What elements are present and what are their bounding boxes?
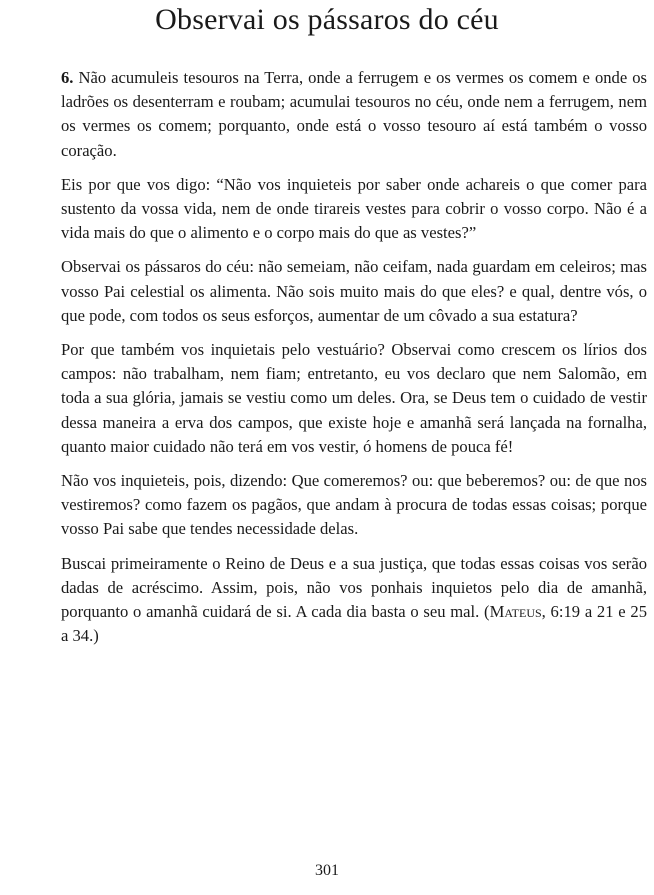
citation-reference: , 6:19 a 21 e 25 a 34.) — [61, 602, 647, 646]
paragraph-text: Buscai primeiramente o Reino de Deus e a sua justiça, que todas essas coisas vos serão dadas de acréscimo. Assim, pois, não vos ponhais inquietos pelo dia de amanhã, porquanto o amanhã cuidará de si. A cada dia basta o seu mal. ( — [61, 553, 647, 622]
paragraph-4: Por que também vos inquietais pelo vestuário? Observai como crescem os lírios dos campos: não trabalham, nem fiam; entretanto, eu vos declaro que nem Salomão, em toda a sua glória, jamais se vestiu como um deles. Ora, se Deus tem o cuidado de vestir dessa maneira a erva dos campos, que existe hoje e amanhã será lançada na fornalha, quanto maior cuidado não terá em vos vestir, ó homens de pouca fé! — [61, 340, 647, 456]
body-text — [61, 66, 647, 658]
paragraph-text: Não acumuleis tesouros na Terra, onde a ferrugem e os vermes os comem e onde os ladrões os desenterram e roubam; acumulai tesouros no céu, onde nem a ferrugem, nem os vermes os comem; porquanto, onde está o vosso tesouro aí está também o vosso coração. — [61, 68, 647, 160]
paragraph-6 — [61, 552, 647, 649]
paragraph-3: Observai os pássaros do céu: não semeiam, não ceifam, nada guardam em celeiros; mas vosso Pai celestial os alimenta. Não sois muito mais do que eles? e qual, dentre vós, o que pode, com todos os seus esforços, aumentar de um côvado a sua estatura? — [61, 257, 647, 325]
paragraph-1 — [61, 66, 647, 163]
paragraph-2: Eis por que vos digo: “Não vos inquieteis por saber onde achareis o que comer para sustento da vossa vida, nem de onde tirareis vestes para cobrir o vosso corpo. Não é a vida mais do que o alimento e o corpo mais do que as vestes?” — [61, 174, 647, 243]
page-number: 301 — [315, 862, 339, 879]
page-title: Observai os pássaros do céu — [155, 3, 499, 36]
citation-book: Mateus — [489, 602, 542, 622]
verse-number: 6. — [61, 68, 74, 87]
paragraph-5: Não vos inquieteis, pois, dizendo: Que comeremos? ou: que beberemos? ou: de que nos vestiremos? como fazem os pagãos, que andam à procura de todas essas coisas; porque vosso Pai sabe que tendes necessidade delas. — [61, 471, 647, 539]
